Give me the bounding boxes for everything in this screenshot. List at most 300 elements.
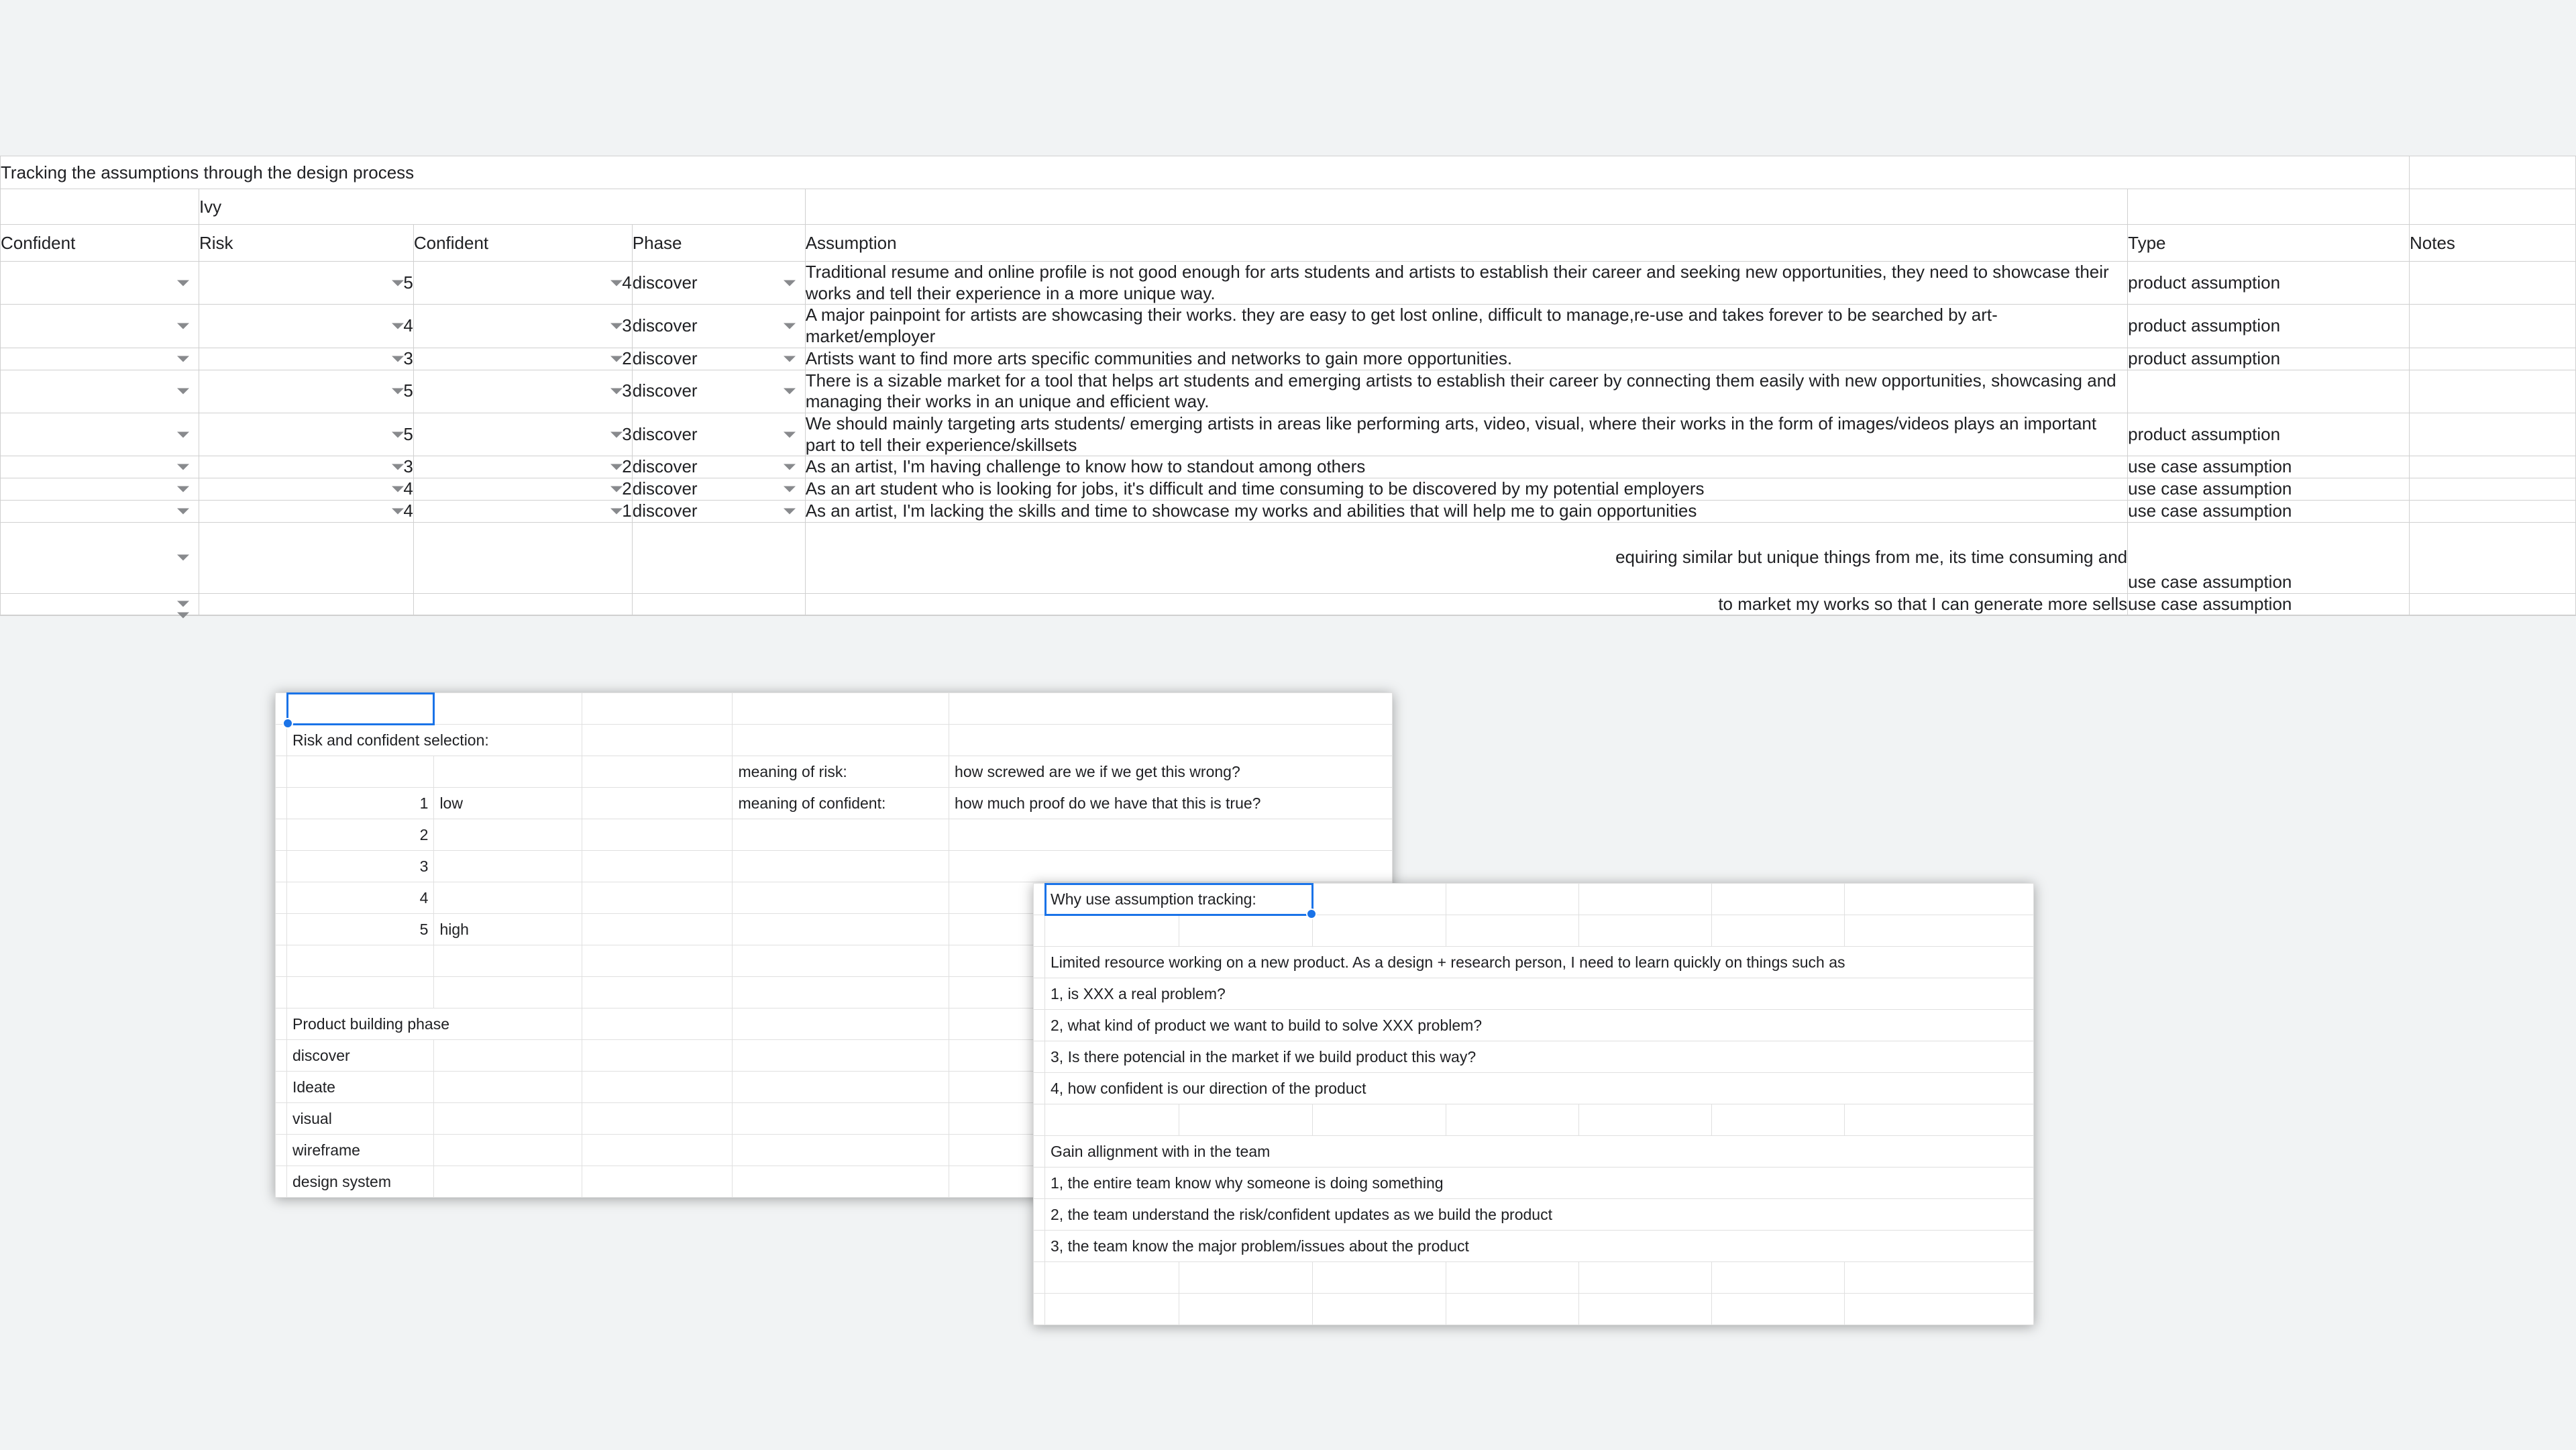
sheet-title-blank-cell[interactable]	[2410, 156, 2576, 189]
table-row[interactable]	[1, 522, 2576, 593]
why-blank-cell[interactable]	[1845, 884, 2034, 915]
cell-confident-left[interactable]	[1, 262, 199, 305]
header-risk: Risk	[199, 225, 413, 262]
chevron-down-icon[interactable]	[177, 613, 189, 619]
chevron-down-icon[interactable]	[784, 508, 796, 514]
cell-assumption[interactable]: There is a sizable market for a tool that helps art students and emerging artists to establish their career by connecting them easily with new opportunities, showcasing and managing their works in an unique and efficient way.	[805, 370, 2127, 413]
cell-type[interactable]: product assumption	[2128, 348, 2410, 370]
why-row-line[interactable]	[1034, 978, 2034, 1010]
cell-type[interactable]: use case assumption	[2128, 478, 2410, 501]
cell-assumption[interactable]: We should mainly targeting arts students/ emerging artists in areas like performing arts, video, visual, where their works in the form of images/videos plays an important part to tell their experience/skillsets	[805, 413, 2127, 456]
legend-spacer-cell[interactable]	[276, 756, 287, 788]
why-blank-cell[interactable]	[1446, 1262, 1578, 1294]
chevron-down-icon[interactable]	[784, 431, 796, 437]
why-line[interactable]: Limited resource working on a new product. As a design + research person, I need to learn quickly on things such as	[1045, 947, 2034, 978]
chevron-down-icon[interactable]	[177, 555, 189, 561]
legend-blank-cell[interactable]	[582, 756, 733, 788]
cell-type[interactable]: product assumption	[2128, 413, 2410, 456]
legend-meaning-risk-label: meaning of risk:	[733, 756, 949, 788]
why-blank-cell[interactable]	[1712, 1262, 1845, 1294]
chevron-down-icon[interactable]	[610, 356, 623, 362]
why-blank-cell[interactable]	[1578, 884, 1711, 915]
legend-spacer-cell[interactable]	[276, 945, 287, 977]
legend-blank-cell[interactable]	[582, 1166, 733, 1198]
legend-spacer-cell[interactable]	[276, 914, 287, 945]
why-spacer-cell[interactable]	[1034, 1073, 1045, 1104]
legend-blank-cell[interactable]	[582, 1008, 733, 1040]
why-spacer-cell[interactable]	[1034, 947, 1045, 978]
why-section2-line[interactable]: 3, the team know the major problem/issues about the product	[1045, 1231, 2034, 1262]
legend-blank-cell[interactable]	[287, 756, 434, 788]
chevron-down-icon[interactable]	[392, 508, 404, 514]
why-spacer-cell[interactable]	[1034, 915, 1045, 947]
legend-row-selected[interactable]	[276, 693, 1393, 725]
legend-blank-cell[interactable]	[434, 1166, 582, 1198]
chevron-down-icon[interactable]	[784, 280, 796, 286]
legend-blank-cell[interactable]	[582, 788, 733, 819]
why-line[interactable]: 2, what kind of product we want to build to solve XXX problem?	[1045, 1010, 2034, 1041]
why-blank-cell[interactable]	[1712, 884, 1845, 915]
cell-confident[interactable]: 3	[413, 370, 632, 413]
owner-blank-left[interactable]	[1, 189, 199, 225]
cell-phase[interactable]: discover	[632, 456, 805, 478]
cell-risk[interactable]: 3	[199, 456, 413, 478]
legend-blank-cell[interactable]	[733, 725, 949, 756]
legend-blank-cell[interactable]	[733, 945, 949, 977]
cell-confident-left[interactable]	[1, 522, 199, 593]
legend-blank-cell[interactable]	[582, 945, 733, 977]
legend-scale-label[interactable]	[434, 851, 582, 882]
why-blank-cell[interactable]	[1313, 1262, 1446, 1294]
header-confident-left: Confident	[1, 225, 199, 262]
cell-notes[interactable]	[2410, 456, 2576, 478]
chevron-down-icon[interactable]	[392, 356, 404, 362]
cell-confident[interactable]: 2	[413, 456, 632, 478]
chevron-down-icon[interactable]	[392, 280, 404, 286]
why-row-line[interactable]	[1034, 1231, 2034, 1262]
cell-type[interactable]: product assumption	[2128, 305, 2410, 348]
legend-blank-cell[interactable]	[733, 882, 949, 914]
why-spacer-cell[interactable]	[1034, 1136, 1045, 1168]
table-row[interactable]	[1, 413, 2576, 456]
why-title[interactable]: Why use assumption tracking:	[1045, 884, 1313, 915]
legend-phase-item[interactable]: discover	[287, 1040, 434, 1072]
why-section2-line[interactable]: 2, the team understand the risk/confident updates as we build the product	[1045, 1199, 2034, 1231]
legend-spacer-cell[interactable]	[276, 725, 287, 756]
owner-blank-notes[interactable]	[2410, 189, 2576, 225]
legend-scale-label[interactable]	[434, 882, 582, 914]
legend-spacer-cell[interactable]	[276, 1008, 287, 1040]
cell-assumption[interactable]: Traditional resume and online profile is not good enough for arts students and artists to establish their career and seeking new opportunities, they need to showcase their works and tell their experience in a more unique way.	[805, 262, 2127, 305]
legend-blank-cell[interactable]	[582, 977, 733, 1008]
assumption-table[interactable]	[0, 156, 2576, 616]
table-row[interactable]	[1, 615, 2576, 616]
table-row[interactable]	[1, 305, 2576, 348]
cell-risk[interactable]: 4	[199, 500, 413, 522]
legend-blank-cell[interactable]	[733, 693, 949, 725]
chevron-down-icon[interactable]	[784, 486, 796, 493]
chevron-down-icon[interactable]	[610, 508, 623, 514]
cell-confident[interactable]: 1	[413, 500, 632, 522]
chevron-down-icon[interactable]	[610, 464, 623, 470]
why-blank-cell[interactable]	[1313, 1294, 1446, 1325]
table-row[interactable]	[1, 456, 2576, 478]
cell-notes[interactable]	[2410, 500, 2576, 522]
cell-confident[interactable]: 2	[413, 348, 632, 370]
legend-blank-cell[interactable]	[949, 725, 1393, 756]
legend-blank-cell[interactable]	[733, 851, 949, 882]
cell-phase[interactable]: discover	[632, 500, 805, 522]
legend-spacer-cell[interactable]	[276, 1072, 287, 1103]
why-section2-line[interactable]: 1, the entire team know why someone is doing something	[1045, 1168, 2034, 1199]
legend-blank-cell[interactable]	[434, 1135, 582, 1166]
why-line[interactable]: 3, Is there potencial in the market if we build product this way?	[1045, 1041, 2034, 1073]
why-row-title[interactable]	[1034, 884, 2034, 915]
cell-assumption[interactable]: Artists want to find more arts specific communities and networks to gain more opportunities.	[805, 348, 2127, 370]
why-blank-cell[interactable]	[1845, 1104, 2034, 1136]
why-blank-cell[interactable]	[1845, 1262, 2034, 1294]
why-blank-cell[interactable]	[1845, 915, 2034, 947]
legend-scale-label[interactable]	[434, 819, 582, 851]
legend-row-scale-1[interactable]	[276, 788, 1393, 819]
cell-confident-left[interactable]	[1, 370, 199, 413]
why-blank-cell[interactable]	[1045, 915, 1179, 947]
chevron-down-icon[interactable]	[392, 486, 404, 493]
why-spacer-cell[interactable]	[1034, 1262, 1045, 1294]
legend-scale-number[interactable]: 4	[287, 882, 434, 914]
cell-confident-left[interactable]	[1, 348, 199, 370]
why-spacer-cell[interactable]	[1034, 1041, 1045, 1073]
why-blank-cell[interactable]	[1179, 1262, 1313, 1294]
why-row-empty[interactable]	[1034, 1294, 2034, 1325]
why-spacer-cell[interactable]	[1034, 1231, 1045, 1262]
legend-spacer-cell[interactable]	[276, 1166, 287, 1198]
cell-risk[interactable]: 5	[199, 413, 413, 456]
why-row-section2-title[interactable]	[1034, 1136, 2034, 1168]
legend-blank-cell[interactable]	[582, 851, 733, 882]
chevron-down-icon[interactable]	[610, 431, 623, 437]
why-blank-cell[interactable]	[1313, 884, 1446, 915]
legend-blank-cell[interactable]	[434, 977, 582, 1008]
legend-blank-cell[interactable]	[733, 1008, 949, 1040]
legend-blank-cell[interactable]	[582, 882, 733, 914]
why-spacer-cell[interactable]	[1034, 1294, 1045, 1325]
why-blank-cell[interactable]	[1313, 1104, 1446, 1136]
cell-confident-left[interactable]	[1, 413, 199, 456]
legend-scale-number[interactable]: 3	[287, 851, 434, 882]
cell-type[interactable]: use case assumption	[2128, 593, 2410, 615]
table-row[interactable]	[1, 500, 2576, 522]
cell-risk[interactable]: 4	[199, 305, 413, 348]
legend-title: Risk and confident selection:	[287, 725, 582, 756]
legend-spacer-cell[interactable]	[276, 1040, 287, 1072]
legend-spacer-cell[interactable]	[276, 882, 287, 914]
chevron-down-icon[interactable]	[610, 280, 623, 286]
why-blank-cell[interactable]	[1446, 1294, 1578, 1325]
why-blank-cell[interactable]	[1045, 1294, 1179, 1325]
legend-blank-cell[interactable]	[733, 819, 949, 851]
why-spacer-cell[interactable]	[1034, 1104, 1045, 1136]
cell-assumption[interactable]: equiring similar but unique things from me, its time consuming and	[805, 522, 2127, 593]
cell-confident-left[interactable]	[1, 456, 199, 478]
cell-notes[interactable]	[2410, 615, 2576, 616]
legend-blank-cell[interactable]	[434, 693, 582, 725]
legend-blank-cell[interactable]	[582, 1103, 733, 1135]
table-row[interactable]	[1, 593, 2576, 615]
legend-blank-cell[interactable]	[733, 1040, 949, 1072]
cell-phase[interactable]	[632, 615, 805, 616]
chevron-down-icon[interactable]	[177, 508, 189, 514]
legend-scale-label[interactable]: high	[434, 914, 582, 945]
cell-phase[interactable]: discover	[632, 348, 805, 370]
legend-selected-cell[interactable]	[287, 693, 434, 725]
legend-blank-cell[interactable]	[582, 693, 733, 725]
legend-scale-number[interactable]: 2	[287, 819, 434, 851]
legend-phase-item[interactable]: Ideate	[287, 1072, 434, 1103]
why-row-line[interactable]	[1034, 947, 2034, 978]
legend-blank-cell[interactable]	[434, 1072, 582, 1103]
cell-risk[interactable]	[199, 593, 413, 615]
why-spacer-cell[interactable]	[1034, 1168, 1045, 1199]
legend-phase-item[interactable]: visual	[287, 1103, 434, 1135]
owner-blank-assumption[interactable]	[805, 189, 2127, 225]
chevron-down-icon[interactable]	[177, 389, 189, 395]
legend-row-scale-3[interactable]	[276, 851, 1393, 882]
legend-blank-cell[interactable]	[434, 1103, 582, 1135]
chevron-down-icon[interactable]	[392, 389, 404, 395]
cell-risk[interactable]	[199, 615, 413, 616]
why-row-empty[interactable]	[1034, 1262, 2034, 1294]
why-spacer-cell[interactable]	[1034, 978, 1045, 1010]
why-section2-title[interactable]: Gain allignment with in the team	[1045, 1136, 2034, 1168]
legend-blank-cell[interactable]	[949, 819, 1393, 851]
cell-confident-left[interactable]	[1, 305, 199, 348]
cell-confident[interactable]: 2	[413, 478, 632, 501]
cell-notes[interactable]	[2410, 262, 2576, 305]
why-blank-cell[interactable]	[1845, 1294, 2034, 1325]
spreadsheet-grid[interactable]	[0, 156, 2576, 616]
chevron-down-icon[interactable]	[177, 356, 189, 362]
cell-notes[interactable]	[2410, 348, 2576, 370]
legend-blank-cell[interactable]	[434, 945, 582, 977]
legend-spacer-cell[interactable]	[276, 1135, 287, 1166]
legend-blank-cell[interactable]	[733, 1135, 949, 1166]
why-blank-cell[interactable]	[1578, 1104, 1711, 1136]
chevron-down-icon[interactable]	[784, 323, 796, 329]
table-row[interactable]	[1, 348, 2576, 370]
legend-scale-number[interactable]: 5	[287, 914, 434, 945]
chevron-down-icon[interactable]	[392, 323, 404, 329]
owner-blank-type[interactable]	[2128, 189, 2410, 225]
cell-phase[interactable]: discover	[632, 478, 805, 501]
legend-phase-item[interactable]: design system	[287, 1166, 434, 1198]
why-blank-cell[interactable]	[1045, 1262, 1179, 1294]
chevron-down-icon[interactable]	[610, 389, 623, 395]
cell-phase[interactable]: discover	[632, 262, 805, 305]
sheet-title: Tracking the assumptions through the design process	[1, 156, 2410, 189]
legend-blank-cell[interactable]	[733, 1072, 949, 1103]
why-blank-cell[interactable]	[1712, 1104, 1845, 1136]
cell-assumption[interactable]	[805, 615, 2127, 616]
legend-blank-cell[interactable]	[949, 851, 1393, 882]
header-phase: Phase	[632, 225, 805, 262]
why-blank-cell[interactable]	[1179, 915, 1313, 947]
legend-blank-cell[interactable]	[949, 693, 1393, 725]
legend-meaning-confident-value: how much proof do we have that this is true?	[949, 788, 1393, 819]
chevron-down-icon[interactable]	[392, 464, 404, 470]
chevron-down-icon[interactable]	[177, 280, 189, 286]
cell-confident[interactable]: 3	[413, 413, 632, 456]
chevron-down-icon[interactable]	[610, 486, 623, 493]
why-blank-cell[interactable]	[1045, 1104, 1179, 1136]
legend-blank-cell[interactable]	[582, 1072, 733, 1103]
cell-assumption[interactable]: to market my works so that I can generate more sells	[805, 593, 2127, 615]
why-blank-cell[interactable]	[1446, 884, 1578, 915]
cell-type[interactable]: use case assumption	[2128, 500, 2410, 522]
legend-meaning-confident-label: meaning of confident:	[733, 788, 949, 819]
chevron-down-icon[interactable]	[784, 389, 796, 395]
chevron-down-icon[interactable]	[177, 486, 189, 493]
chevron-down-icon[interactable]	[177, 323, 189, 329]
why-blank-cell[interactable]	[1712, 915, 1845, 947]
why-assumption-tracking-panel[interactable]	[1033, 883, 2034, 1325]
why-blank-cell[interactable]	[1179, 1104, 1313, 1136]
legend-blank-cell[interactable]	[733, 914, 949, 945]
cell-assumption[interactable]: As an artist, I'm lacking the skills and time to showcase my works and abilities that will help me to gain opportunities	[805, 500, 2127, 522]
cell-risk[interactable]: 4	[199, 478, 413, 501]
cell-risk[interactable]: 5	[199, 370, 413, 413]
header-assumption: Assumption	[805, 225, 2127, 262]
why-line[interactable]: 4, how confident is our direction of the product	[1045, 1073, 2034, 1104]
why-row-line[interactable]	[1034, 1041, 2034, 1073]
cell-risk[interactable]: 3	[199, 348, 413, 370]
legend-row-title[interactable]	[276, 725, 1393, 756]
legend-blank-cell[interactable]	[287, 945, 434, 977]
cell-notes[interactable]	[2410, 478, 2576, 501]
why-blank-cell[interactable]	[1712, 1294, 1845, 1325]
why-blank-cell[interactable]	[1446, 915, 1578, 947]
why-blank-cell[interactable]	[1578, 1294, 1711, 1325]
cell-assumption[interactable]: As an artist, I'm having challenge to know how to standout among others	[805, 456, 2127, 478]
legend-blank-cell[interactable]	[434, 756, 582, 788]
cell-confident[interactable]	[413, 522, 632, 593]
legend-row-scale-2[interactable]	[276, 819, 1393, 851]
legend-spacer-cell[interactable]	[276, 1103, 287, 1135]
legend-blank-cell[interactable]	[582, 819, 733, 851]
why-row-line[interactable]	[1034, 1199, 2034, 1231]
owner-row	[1, 189, 2576, 225]
legend-blank-cell[interactable]	[434, 1040, 582, 1072]
cell-confident[interactable]	[413, 615, 632, 616]
cell-notes[interactable]	[2410, 305, 2576, 348]
why-blank-cell[interactable]	[1446, 1104, 1578, 1136]
cell-phase[interactable]: discover	[632, 370, 805, 413]
legend-phase-item[interactable]: wireframe	[287, 1135, 434, 1166]
cell-phase[interactable]	[632, 522, 805, 593]
table-row[interactable]	[1, 478, 2576, 501]
why-blank-cell[interactable]	[1578, 1262, 1711, 1294]
cell-confident[interactable]: 3	[413, 305, 632, 348]
why-row-empty[interactable]	[1034, 1104, 2034, 1136]
table-row[interactable]	[1, 370, 2576, 413]
legend-blank-cell[interactable]	[582, 1040, 733, 1072]
why-row-empty[interactable]	[1034, 915, 2034, 947]
cell-assumption[interactable]: A major painpoint for artists are showcasing their works. they are easy to get lost online, difficult to manage,re-use and takes forever to be searched by art-market/employer	[805, 305, 2127, 348]
cell-confident[interactable]: 4	[413, 262, 632, 305]
why-row-line[interactable]	[1034, 1168, 2034, 1199]
cell-phase[interactable]: discover	[632, 305, 805, 348]
cell-risk[interactable]: 5	[199, 262, 413, 305]
why-row-line[interactable]	[1034, 1073, 2034, 1104]
cell-assumption[interactable]: As an art student who is looking for jobs, it's difficult and time consuming to be discovered by my potential employers	[805, 478, 2127, 501]
header-notes: Notes	[2410, 225, 2576, 262]
chevron-down-icon[interactable]	[610, 323, 623, 329]
cell-type[interactable]	[2128, 370, 2410, 413]
cell-type[interactable]	[2128, 615, 2410, 616]
cell-confident-left[interactable]	[1, 615, 199, 616]
legend-blank-cell[interactable]	[582, 725, 733, 756]
cell-notes[interactable]	[2410, 413, 2576, 456]
legend-blank-cell[interactable]	[733, 1103, 949, 1135]
cell-risk[interactable]	[199, 522, 413, 593]
legend-blank-cell[interactable]	[582, 1135, 733, 1166]
cell-type[interactable]: use case assumption	[2128, 456, 2410, 478]
why-spacer-cell[interactable]	[1034, 884, 1045, 915]
cell-notes[interactable]	[2410, 593, 2576, 615]
chevron-down-icon[interactable]	[392, 431, 404, 437]
why-blank-cell[interactable]	[1313, 915, 1446, 947]
legend-meaning-risk-value: how screwed are we if we get this wrong?	[949, 756, 1393, 788]
why-table[interactable]	[1033, 883, 2034, 1325]
chevron-down-icon[interactable]	[784, 356, 796, 362]
chevron-down-icon[interactable]	[177, 431, 189, 437]
legend-blank-cell[interactable]	[287, 977, 434, 1008]
legend-row-meaning-risk[interactable]	[276, 756, 1393, 788]
cell-confident[interactable]	[413, 593, 632, 615]
cell-notes[interactable]	[2410, 370, 2576, 413]
selection-handle[interactable]	[282, 718, 293, 729]
legend-scale-number[interactable]: 1	[287, 788, 434, 819]
legend-blank-cell[interactable]	[582, 914, 733, 945]
why-spacer-cell[interactable]	[1034, 1199, 1045, 1231]
why-blank-cell[interactable]	[1179, 1294, 1313, 1325]
cell-type[interactable]: use case assumption	[2128, 522, 2410, 593]
chevron-down-icon[interactable]	[177, 601, 189, 607]
why-line[interactable]: 1, is XXX a real problem?	[1045, 978, 2034, 1010]
header-type: Type	[2128, 225, 2410, 262]
cell-phase[interactable]	[632, 593, 805, 615]
why-spacer-cell[interactable]	[1034, 1010, 1045, 1041]
legend-spacer-cell[interactable]	[276, 819, 287, 851]
table-row[interactable]	[1, 262, 2576, 305]
cell-confident-left[interactable]	[1, 593, 199, 615]
legend-blank-cell[interactable]	[733, 977, 949, 1008]
chevron-down-icon[interactable]	[784, 464, 796, 470]
legend-spacer-cell[interactable]	[276, 788, 287, 819]
cell-confident-left[interactable]	[1, 500, 199, 522]
why-row-line[interactable]	[1034, 1010, 2034, 1041]
legend-blank-cell[interactable]	[733, 1166, 949, 1198]
chevron-down-icon[interactable]	[177, 464, 189, 470]
cell-notes[interactable]	[2410, 522, 2576, 593]
cell-phase[interactable]: discover	[632, 413, 805, 456]
cell-type[interactable]: product assumption	[2128, 262, 2410, 305]
legend-spacer-cell[interactable]	[276, 851, 287, 882]
legend-spacer-cell[interactable]	[276, 977, 287, 1008]
legend-scale-label[interactable]: low	[434, 788, 582, 819]
why-blank-cell[interactable]	[1578, 915, 1711, 947]
cell-confident-left[interactable]	[1, 478, 199, 501]
